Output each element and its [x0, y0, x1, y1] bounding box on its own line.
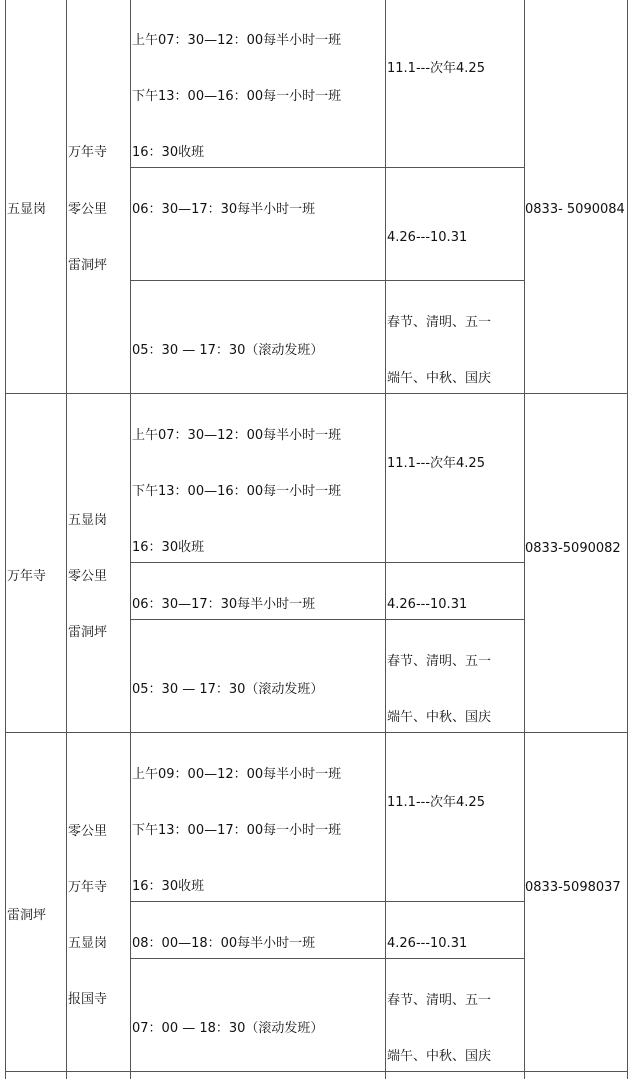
schedule-time: 08：00—18：00每半小时一班 — [132, 936, 316, 951]
table-border-vertical — [5, 0, 6, 1079]
schedule-time: 06：30—17：30每半小时一班 — [132, 202, 316, 217]
schedule-period: 春节、清明、五一 — [387, 654, 492, 669]
schedule-time: 16：30收班 — [132, 145, 205, 160]
schedule-time: 下午13：00—16：00每一小时一班 — [132, 89, 342, 104]
schedule-time: 上午07：30—12：00每半小时一班 — [132, 33, 342, 48]
table-border-horizontal — [130, 280, 525, 281]
schedule-time: 下午13：00—16：00每一小时一班 — [132, 484, 342, 499]
destination-station: 万年寺 — [68, 880, 108, 895]
schedule-time: 05：30 — 17：30（滚动发班） — [132, 682, 324, 697]
schedule-time: 06：30—17：30每半小时一班 — [132, 597, 316, 612]
table-border-vertical — [524, 0, 525, 1079]
origin-station: 万年寺 — [7, 569, 47, 584]
schedule-time: 05：30 — 17：30（滚动发班） — [132, 343, 324, 358]
table-border-horizontal — [5, 732, 628, 733]
table-border-vertical — [385, 0, 386, 1079]
destination-station: 五显岗 — [68, 513, 108, 528]
table-border-horizontal — [130, 167, 525, 168]
destination-station: 雷洞坪 — [68, 625, 108, 640]
schedule-period: 4.26---10.31 — [387, 230, 468, 245]
schedule-period: 端午、中秋、国庆 — [387, 710, 492, 725]
schedule-time: 07：00 — 18：30（滚动发班） — [132, 1021, 324, 1036]
destination-station: 五显岗 — [68, 936, 108, 951]
origin-station: 雷洞坪 — [7, 908, 47, 923]
table-border-vertical — [627, 0, 628, 1079]
schedule-period: 端午、中秋、国庆 — [387, 1049, 492, 1064]
table-border-horizontal — [5, 393, 628, 394]
destination-station: 零公里 — [68, 202, 108, 217]
table-border-horizontal — [5, 1071, 628, 1072]
schedule-period: 春节、清明、五一 — [387, 993, 492, 1008]
destination-station: 零公里 — [68, 569, 108, 584]
schedule-time: 下午13：00—17：00每一小时一班 — [132, 823, 342, 838]
table-border-horizontal — [130, 619, 525, 620]
phone-number: 0833-5098037 — [525, 880, 621, 895]
phone-number: 0833- 5090084 — [525, 202, 625, 217]
schedule-time: 上午09：00—12：00每半小时一班 — [132, 767, 342, 782]
schedule-time: 16：30收班 — [132, 540, 205, 555]
table-border-vertical — [130, 0, 131, 1079]
table-border-horizontal — [130, 958, 525, 959]
table-border-horizontal — [130, 901, 525, 902]
destination-station: 万年寺 — [68, 145, 108, 160]
destination-station: 报国寺 — [68, 992, 108, 1007]
phone-number: 0833-5090082 — [525, 541, 621, 556]
schedule-period: 4.26---10.31 — [387, 597, 468, 612]
schedule-period: 11.1---次年4.25 — [387, 61, 485, 76]
table-border-horizontal — [130, 562, 525, 563]
schedule-period: 11.1---次年4.25 — [387, 795, 485, 810]
schedule-time: 上午07：30—12：00每半小时一班 — [132, 428, 342, 443]
schedule-period: 4.26---10.31 — [387, 936, 468, 951]
table-border-vertical — [66, 0, 67, 1079]
schedule-period: 春节、清明、五一 — [387, 315, 492, 330]
schedule-period: 端午、中秋、国庆 — [387, 371, 492, 386]
origin-station: 五显岗 — [7, 202, 47, 217]
destination-station: 雷洞坪 — [68, 258, 108, 273]
destination-station: 零公里 — [68, 824, 108, 839]
schedule-period: 11.1---次年4.25 — [387, 456, 485, 471]
schedule-time: 16：30收班 — [132, 879, 205, 894]
